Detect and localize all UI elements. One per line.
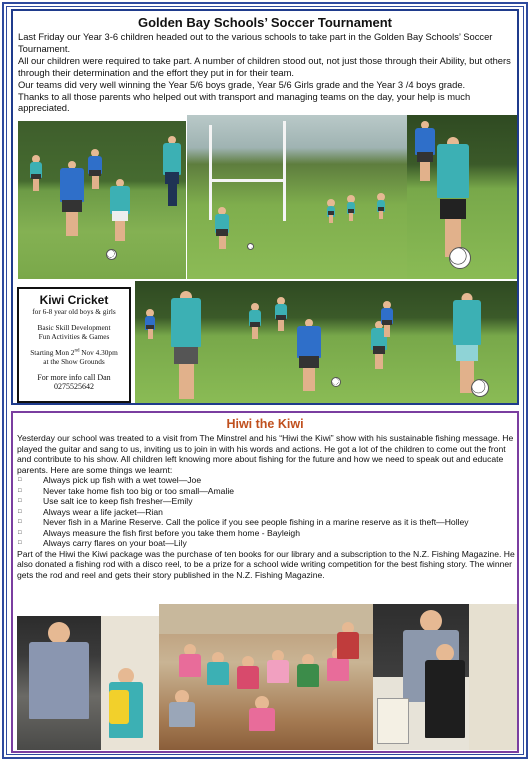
soccer-paragraph: All our children were required to take part. A number of children stood out, not just those through their Ability, but others through their determination and the effort they put in for their team. <box>18 54 511 78</box>
list-item: □ Use salt ice to keep fish fresher—Emily <box>17 496 517 507</box>
hiwi-closing: Part of the Hiwi the Kiwi package was the purchase of ten books for our library and a subscription to the N.Z. Fishing Magazine. He also donated a fishing rod with a disco reel, to be a prize for a school wide writing competition for the best fishing story. The winner gets the rod and reel and gets their story published in the N.Z. Fishing Magazine. <box>17 548 515 580</box>
kiwi-cricket-age: for 6-8 year old boys & girls <box>32 307 116 316</box>
hiwi-article <box>17 433 517 580</box>
kiwi-cricket-location: at the Show Grounds <box>43 357 105 366</box>
kiwi-cricket-phone: 0275525642 <box>54 382 94 391</box>
fishing-tips-list <box>17 475 517 549</box>
kiwi-cricket-skills: Basic Skill Development <box>37 323 111 332</box>
kiwi-cricket-contact: For more info call Dan <box>37 373 111 382</box>
kiwi-cricket-title: Kiwi Cricket <box>39 293 109 307</box>
hiwi-the-kiwi-section <box>11 411 519 753</box>
kiwi-cricket-start: Starting Mon 2nd Nov 4.30pm <box>30 348 118 357</box>
soccer-article <box>18 31 516 114</box>
list-item: □ Always wear a life jacket—Rian <box>17 507 517 518</box>
soccer-photo-boys-running <box>18 121 186 279</box>
list-item: □ Never fish in a Marine Reserve. Call the police if you see people fishing in a marine reserve as it is theft—Holley <box>17 517 517 528</box>
kiwi-cricket-advert <box>17 287 131 403</box>
list-item: □ Always measure the fish first before you take them home - Bayleigh <box>17 528 517 539</box>
soccer-photo-girl-dribbling <box>407 281 517 403</box>
list-item: □ Always carry flares on your boat—Lily <box>17 538 517 549</box>
soccer-photo-boy-standing <box>135 281 231 403</box>
hiwi-intro: Yesterday our school was treated to a visit from The Minstrel and his “Hiwi the Kiwi” show with his sustainable fishing message. He played the guitar and sang to us, inviting us to join in with his words and actions. He got a lot of the children to come out the front and contribute to his show. All children left knowing more about fishing for the future and how we need to speak out and educate parents. Here are some things we learnt: <box>17 433 514 475</box>
hiwi-title: Hiwi the Kiwi <box>226 417 304 431</box>
hiwi-photo-minstrel-singing <box>17 616 159 750</box>
soccer-photo-goalposts <box>187 115 409 279</box>
list-item: □ Never take home fish too big or too small—Amalie <box>17 486 517 497</box>
soccer-title: Golden Bay Schools’ Soccer Tournament <box>137 15 393 30</box>
soccer-tournament-section <box>11 9 519 405</box>
soccer-paragraph: Thanks to all those parents who helped out with transport and managing teams on the day, your help is much appreciated. <box>18 90 471 114</box>
list-item: □ Always pick up fish with a wet towel—Joe <box>17 475 517 486</box>
soccer-photo-girl-kicking <box>407 115 517 279</box>
hiwi-photo-minstrel-with-boy <box>373 604 517 750</box>
hiwi-photo-audience <box>159 604 373 750</box>
soccer-photo-group-play <box>231 281 407 403</box>
soccer-paragraph: Last Friday our Year 3-6 children headed out to the various schools to take part in the Golden Bay Schools’ Soccer Tournament. <box>18 31 493 54</box>
kiwi-cricket-activities: Fun Activities & Games <box>38 332 110 341</box>
soccer-paragraph: Our teams did very well winning the Year 5/6 boys grade, Year 5/6 Girls grade and the Year 3 /4 boys grade. <box>18 78 466 90</box>
